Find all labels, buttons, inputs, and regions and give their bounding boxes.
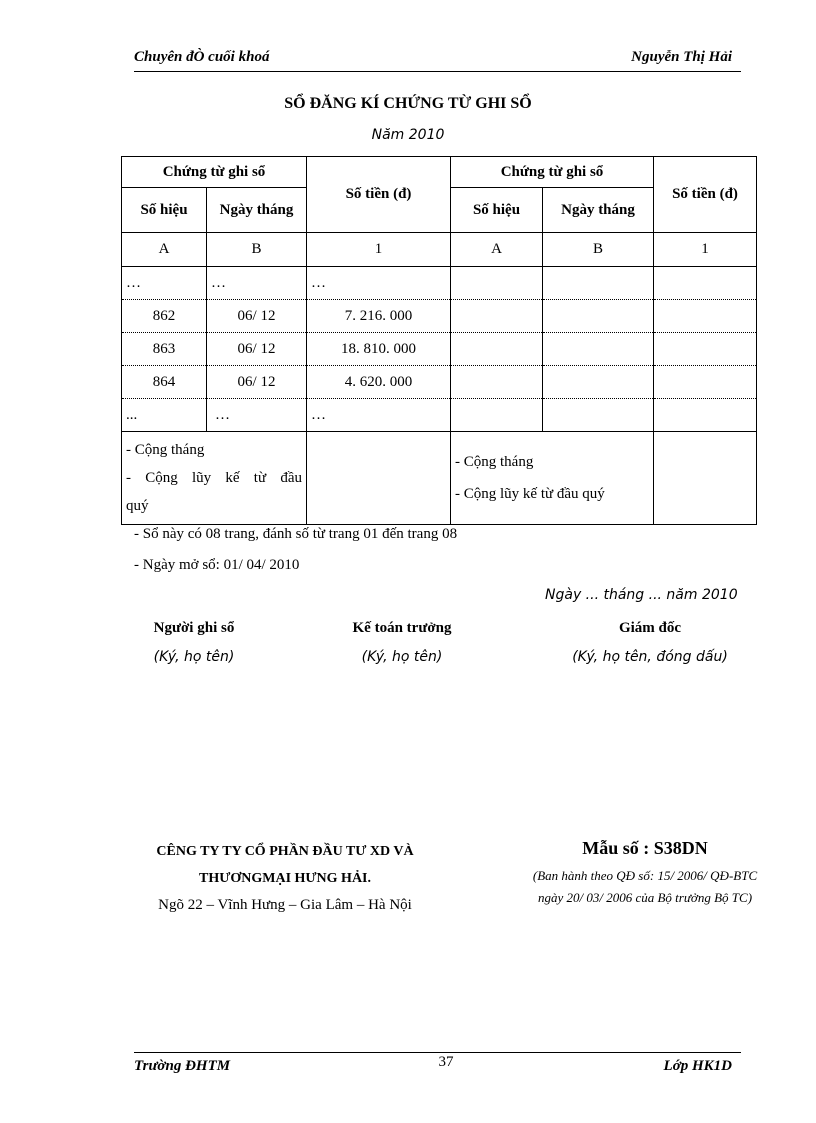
signature-sub: (Ký, họ tên) xyxy=(361,649,443,665)
letter-cell: A xyxy=(451,233,543,267)
amount-header-right: Số tiền (đ) xyxy=(654,157,757,233)
form-issued-line: (Ban hành theo QĐ số: 15/ 2006/ QĐ-BTC xyxy=(532,868,758,883)
header-left: Chuyên đÒ cuối khoá xyxy=(134,49,270,65)
amount-cell: 18. 810. 000 xyxy=(307,333,451,366)
signature-role: Giám đốc xyxy=(618,620,682,636)
summary-right-line: - Cộng tháng xyxy=(455,454,534,470)
page-title: SỔ ĐĂNG KÍ CHỨNG TỪ GHI SỔ xyxy=(284,95,532,112)
number-cell: 863 xyxy=(122,333,207,366)
note-open-date: - Ngày mở sổ: 01/ 04/ 2010 xyxy=(134,557,300,573)
table-row xyxy=(122,366,757,399)
date-cell: 06/ 12 xyxy=(207,333,307,366)
date-cell: 06/ 12 xyxy=(207,300,307,333)
empty-cell xyxy=(654,399,757,432)
table-row xyxy=(122,300,757,333)
number-cell: … xyxy=(122,267,207,300)
table-summary-row xyxy=(122,432,757,525)
form-code: Mẫu số : S38DN xyxy=(582,838,708,858)
number-cell: ... xyxy=(122,399,207,432)
empty-cell xyxy=(654,333,757,366)
footer-left: Trường ĐHTM xyxy=(134,1058,231,1074)
letter-cell: 1 xyxy=(307,233,451,267)
letter-cell: B xyxy=(207,233,307,267)
number-cell: 862 xyxy=(122,300,207,333)
amount-cell: … xyxy=(307,399,451,432)
page-subtitle-year: Năm 2010 xyxy=(371,127,445,143)
empty-cell xyxy=(543,267,654,300)
col-number-left: Số hiệu xyxy=(122,188,207,233)
number-cell: 864 xyxy=(122,366,207,399)
empty-cell xyxy=(654,267,757,300)
footer-right: Lớp HK1D xyxy=(663,1058,732,1074)
signature-sub: (Ký, họ tên) xyxy=(153,649,235,665)
table-row xyxy=(122,333,757,366)
empty-cell xyxy=(543,333,654,366)
signature-recorder xyxy=(104,620,284,665)
empty-cell xyxy=(451,333,543,366)
amount-cell: 4. 620. 000 xyxy=(307,366,451,399)
summary-left-line: - Cộng lũy kế từ đầu xyxy=(126,470,302,486)
company-line: THƯƠNGMẠI HƯNG HẢI. xyxy=(198,871,371,886)
letter-cell: A xyxy=(122,233,207,267)
footer-rule xyxy=(134,1052,741,1053)
table-letter-row xyxy=(122,233,757,267)
empty-cell xyxy=(451,300,543,333)
company-line: CÊNG TY TY CỔ PHẦN ĐẦU TƯ XD VÀ xyxy=(156,844,414,859)
summary-left xyxy=(122,432,307,525)
company-address: Ngõ 22 – Vĩnh Hưng – Gia Lâm – Hà Nội xyxy=(158,897,412,913)
date-cell: 06/ 12 xyxy=(207,366,307,399)
empty-cell xyxy=(451,267,543,300)
empty-cell xyxy=(654,432,757,525)
group-header-left: Chứng từ ghi sổ xyxy=(122,157,307,188)
signature-sub: (Ký, họ tên, đóng dấu) xyxy=(572,649,728,665)
empty-cell xyxy=(543,366,654,399)
amount-cell: … xyxy=(307,267,451,300)
form-block xyxy=(500,838,790,909)
amount-cell: 7. 216. 000 xyxy=(307,300,451,333)
summary-right-line: - Cộng lũy kế từ đầu quý xyxy=(455,486,605,502)
group-header-right: Chứng từ ghi sổ xyxy=(451,157,654,188)
signature-role: Kế toán trưởng xyxy=(352,620,452,636)
table-row xyxy=(122,399,757,432)
header-right: Nguyễn Thị Hải xyxy=(631,49,732,65)
summary-left-line: quý xyxy=(126,498,149,514)
header-rule xyxy=(134,71,741,72)
company-block xyxy=(100,838,470,919)
ledger-table xyxy=(121,156,757,525)
table-header-row xyxy=(122,157,757,188)
empty-cell xyxy=(543,399,654,432)
form-issued-line: ngày 20/ 03/ 2006 của Bộ trưởng Bộ TC) xyxy=(537,890,753,905)
signature-role: Người ghi sổ xyxy=(153,620,235,636)
table-row xyxy=(122,267,757,300)
empty-cell xyxy=(654,300,757,333)
summary-left-line: - Cộng tháng xyxy=(126,442,205,458)
letter-cell: B xyxy=(543,233,654,267)
col-date-right: Ngày tháng xyxy=(543,188,654,233)
date-cell: … xyxy=(207,267,307,300)
amount-header-left: Số tiền (đ) xyxy=(307,157,451,233)
empty-cell xyxy=(307,432,451,525)
page-number: 37 xyxy=(438,1054,454,1070)
col-date-left: Ngày tháng xyxy=(207,188,307,233)
empty-cell xyxy=(543,300,654,333)
empty-cell xyxy=(654,366,757,399)
signature-director xyxy=(530,620,770,665)
signature-date: Ngày ... tháng ... năm 2010 xyxy=(545,587,738,603)
signature-chief-accountant xyxy=(302,620,502,665)
note-pages: - Sổ này có 08 trang, đánh số từ trang 01 đến trang 08 xyxy=(134,526,458,542)
date-cell: … xyxy=(207,399,307,432)
form-issued xyxy=(500,865,790,909)
empty-cell xyxy=(451,366,543,399)
summary-right xyxy=(451,432,654,525)
letter-cell: 1 xyxy=(654,233,757,267)
col-number-right: Số hiệu xyxy=(451,188,543,233)
empty-cell xyxy=(451,399,543,432)
